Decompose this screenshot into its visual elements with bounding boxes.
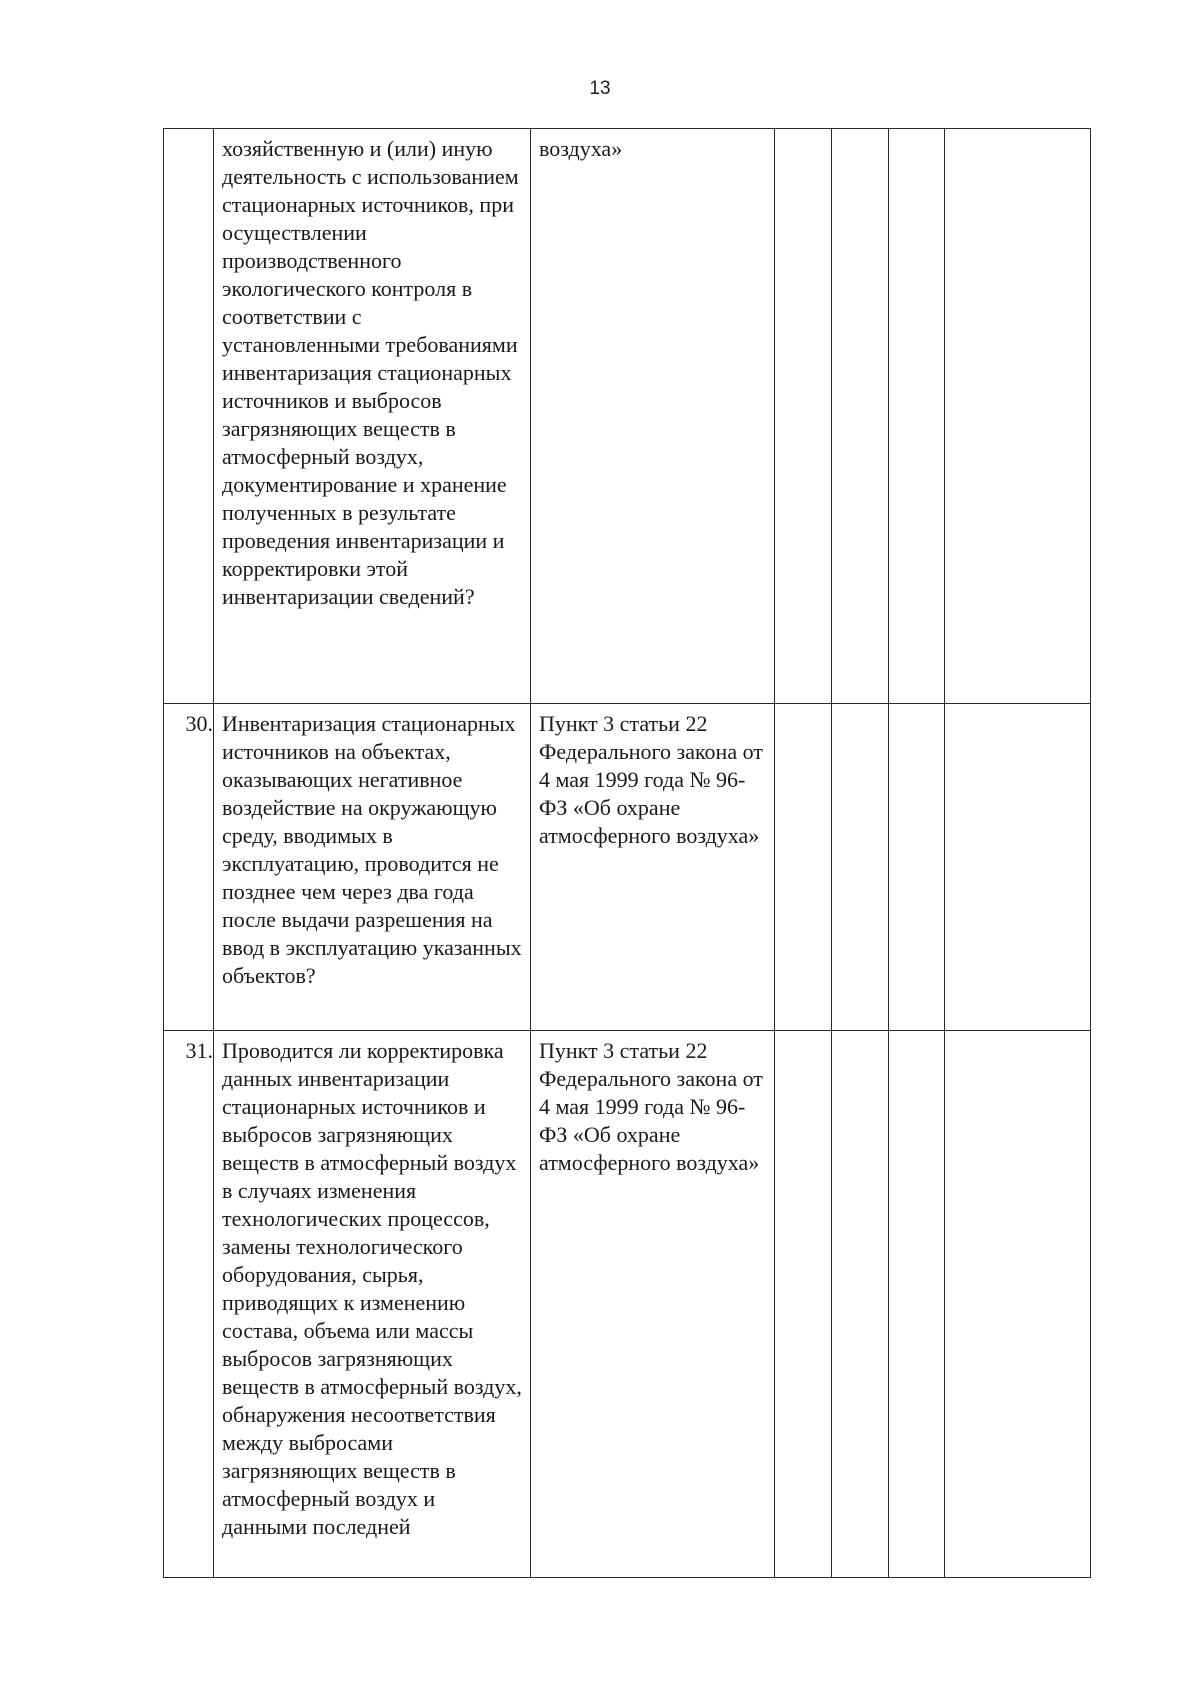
notes-cell xyxy=(945,704,1091,1031)
notes-cell xyxy=(945,1031,1091,1578)
requirement-question: хозяйственную и (или) иную деятельность с использованием стационарных источников, при осуществлении производственного экологического контроля в соответствии с установленными требованиями инвентаризация стационарных источников и выбросов загрязняющих веществ в атмосферный воздух, документирование и хранение полученных в результате проведения инвентаризации и корректировки этой инвентаризации сведений? xyxy=(214,129,531,704)
answer-cell-no xyxy=(832,1031,889,1578)
answer-cell-yes xyxy=(775,129,832,704)
requirement-question: Инвентаризация стационарных источников на объектах, оказывающих негативное воздействие на окружающую среду, вводимых в эксплуатацию, проводится не позднее чем через два года после выдачи разрешения на ввод в эксплуатацию указанных объектов? xyxy=(214,704,531,1031)
row-number xyxy=(164,129,214,704)
answer-cell-yes xyxy=(775,1031,832,1578)
legal-reference: воздуха» xyxy=(531,129,775,704)
requirement-question: Проводится ли корректировка данных инвентаризации стационарных источников и выбросов загрязняющих веществ в атмосферный воздух в случаях изменения технологических процессов, замены технологического оборудования, сырья, приводящих к изменению состава, объема или массы выбросов загрязняющих веществ в атмосферный воздух, обнаружения несоответствия между выбросами загрязняющих веществ в атмосферный воздух и данными последней xyxy=(214,1031,531,1578)
answer-cell-yes xyxy=(775,704,832,1031)
page-number: 13 xyxy=(589,78,611,99)
notes-cell xyxy=(945,129,1091,704)
answer-cell-na xyxy=(889,1031,945,1578)
row-number: 30. xyxy=(164,704,214,1031)
checklist-table xyxy=(163,128,1091,1578)
table-row xyxy=(164,1031,1091,1578)
legal-reference: Пункт 3 статьи 22 Федерального закона от 4 мая 1999 года № 96-ФЗ «Об охране атмосферного воздуха» xyxy=(531,704,775,1031)
legal-reference: Пункт 3 статьи 22 Федерального закона от 4 мая 1999 года № 96-ФЗ «Об охране атмосферного воздуха» xyxy=(531,1031,775,1578)
answer-cell-na xyxy=(889,129,945,704)
answer-cell-no xyxy=(832,704,889,1031)
answer-cell-no xyxy=(832,129,889,704)
answer-cell-na xyxy=(889,704,945,1031)
table-row xyxy=(164,704,1091,1031)
table-row xyxy=(164,129,1091,704)
row-number: 31. xyxy=(164,1031,214,1578)
